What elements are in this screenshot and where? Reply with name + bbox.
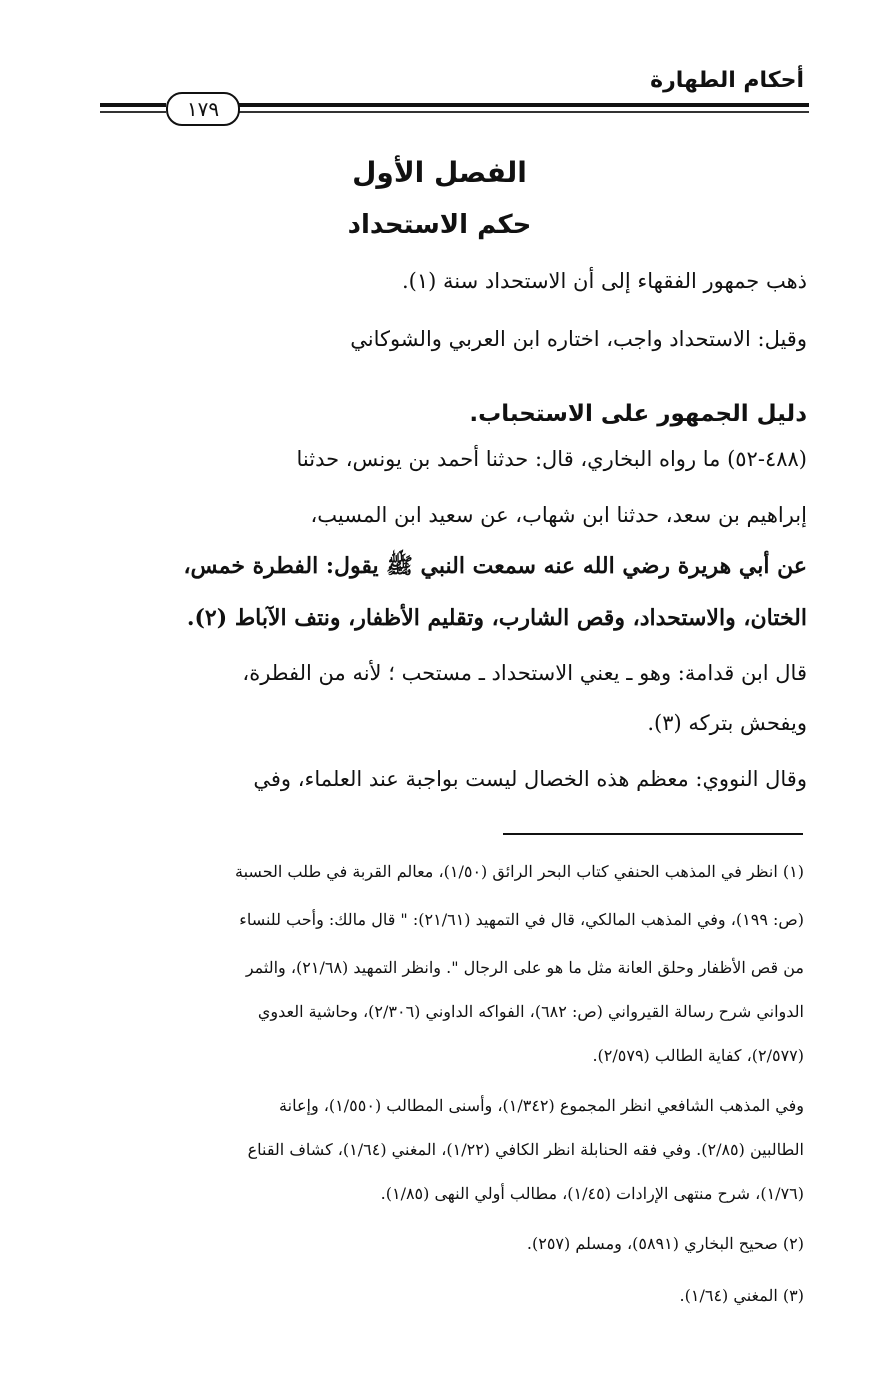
footnote-line: من قص الأظفار وحلق العانة مثل ما هو على الرجال ". وانظر التمهيد (٢١/٦٨)، والثمر <box>245 958 804 977</box>
subheading-evidence: دليل الجمهور على الاستحباب. <box>469 401 807 427</box>
body-line-4: إبراهيم بن سعد، حدثنا ابن شهاب، عن سعيد ابن المسيب، <box>310 503 807 527</box>
footnote-line: (٢/٥٧٧)، كفاية الطالب (٢/٥٧٩). <box>592 1046 804 1065</box>
page-number: ١٧٩ <box>166 92 240 126</box>
footnote-line: (٣) المغني (١/٦٤). <box>679 1286 804 1305</box>
body-line-3: (٤٨٨-٥٢) ما رواه البخاري، قال: حدثنا أحمد بن يونس، حدثنا <box>296 447 807 471</box>
header-rule-thin <box>235 111 809 113</box>
hadith-line-1: عن أبي هريرة رضي الله عنه سمعت النبي ﷺ يقول: الفطرة خمس، <box>183 553 807 579</box>
footnote-line: (ص: ١٩٩)، وفي المذهب المالكي، قال في التمهيد (٢١/٦١): " قال مالك: وأحب للنساء <box>239 910 804 929</box>
header-rule-left <box>100 103 166 107</box>
footnote-line: وفي المذهب الشافعي انظر المجموع (١/٣٤٢)، وأسنى المطالب (١/٥٥٠)، وإعانة <box>279 1096 804 1115</box>
body-line-7: وقال النووي: معظم هذه الخصال ليست بواجبة عند العلماء، وفي <box>253 767 807 791</box>
footnote-line: (٢) صحيح البخاري (٥٨٩١)، ومسلم (٢٥٧). <box>526 1234 804 1253</box>
chapter-title: الفصل الأول <box>352 156 527 189</box>
footnote-line: (١/٧٦)، شرح منتهى الإرادات (١/٤٥)، مطالب أولي النهى (١/٨٥). <box>380 1184 804 1203</box>
body-line-6: ويفحش بتركه (٣). <box>647 711 807 735</box>
footnote-line: (١) انظر في المذهب الحنفي كتاب البحر الرائق (١/٥٠)، معالم القربة في طلب الحسبة <box>235 862 804 881</box>
body-line-5: قال ابن قدامة: وهو ـ يعني الاستحداد ـ مستحب ؛ لأنه من الفطرة، <box>242 661 807 685</box>
running-header-title: أحكام الطهارة <box>650 68 804 93</box>
body-line-2: وقيل: الاستحداد واجب، اختاره ابن العربي والشوكاني <box>350 327 807 351</box>
header-rule-left-thin <box>100 111 166 113</box>
header-rule <box>235 103 809 107</box>
footnote-line: الطالبين (٢/٨٥). وفي فقه الحنابلة انظر الكافي (١/٢٢)، المغني (١/٦٤)، كشاف القناع <box>247 1140 804 1159</box>
hadith-line-2: الختان، والاستحداد، وقص الشارب، وتقليم الأظفار، ونتف الآباط (٢). <box>186 605 807 631</box>
footnote-separator <box>503 833 803 835</box>
footnote-line: الدواني شرح رسالة القيرواني (ص: ٦٨٢)، الفواكه الداوني (٢/٣٠٦)، وحاشية العدوي <box>257 1002 804 1021</box>
section-title: حكم الاستحداد <box>347 210 532 240</box>
body-line-1: ذهب جمهور الفقهاء إلى أن الاستحداد سنة (١). <box>401 269 807 293</box>
